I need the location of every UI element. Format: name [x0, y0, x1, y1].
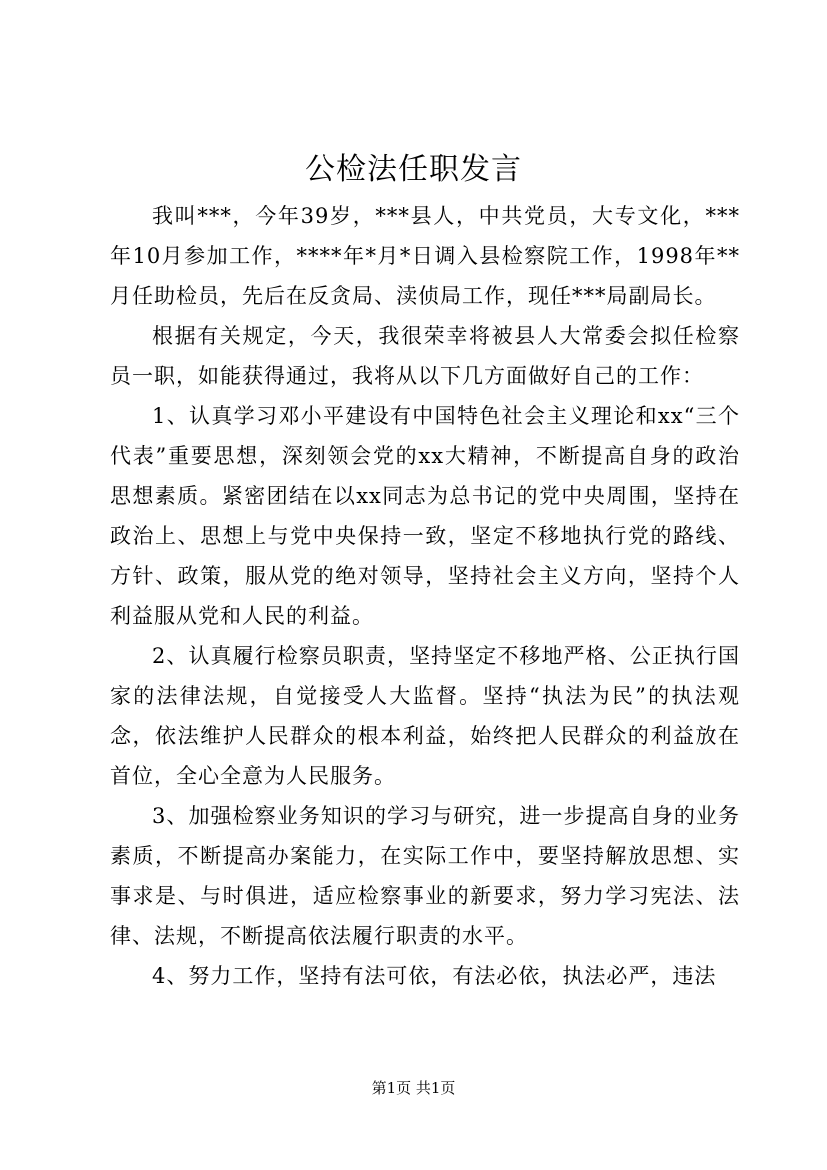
paragraph-point-3: 3、加强检察业务知识的学习与研究，进一步提高自身的业务素质，不断提高办案能力，在实际工作中，要坚持解放思想、实事求是、与时俱进，适应检察事业的新要求，努力学习宪法、法律、法规，不断提高依法履行职责的水平。 [110, 804, 740, 948]
paragraph-point-2: 2、认真履行检察员职责，坚持坚定不移地严格、公正执行国家的法律法规，自觉接受人大监督。坚持“执法为民”的执法观念，依法维护人民群众的根本利益，始终把人民群众的利益放在首位，全心全意为人民服务。 [110, 644, 740, 788]
page-footer: 第1页 共1页 [371, 1079, 456, 1097]
paragraph-point-1: 1、认真学习邓小平建设有中国特色社会主义理论和xx“三个代表”重要思想，深刻领会党的xx大精神，不断提高自身的政治思想素质。紧密团结在以xx同志为总书记的党中央周围，坚持在政治上、思想上与党中央保持一致，坚定不移地执行党的路线、方针、政策，服从党的绝对领导，坚持社会主义方向，坚持个人利益服从党和人民的利益。 [110, 404, 740, 628]
paragraph-appointment: 根据有关规定，今天，我很荣幸将被县人大常委会拟任检察员一职，如能获得通过，我将从以下几方面做好自己的工作： [110, 324, 740, 388]
paragraph-intro: 我叫***，今年39岁，***县人，中共党员，大专文化，***年10月参加工作，****年*月*日调入县检察院工作，1998年**月任助检员，先后在反贪局、渎侦局工作，现任***局副局长。 [110, 204, 740, 308]
paragraph-point-4: 4、努力工作，坚持有法可依，有法必依，执法必严，违法 [152, 964, 717, 988]
document-title: 公检法任职发言 [305, 152, 522, 187]
document-body [110, 196, 740, 996]
